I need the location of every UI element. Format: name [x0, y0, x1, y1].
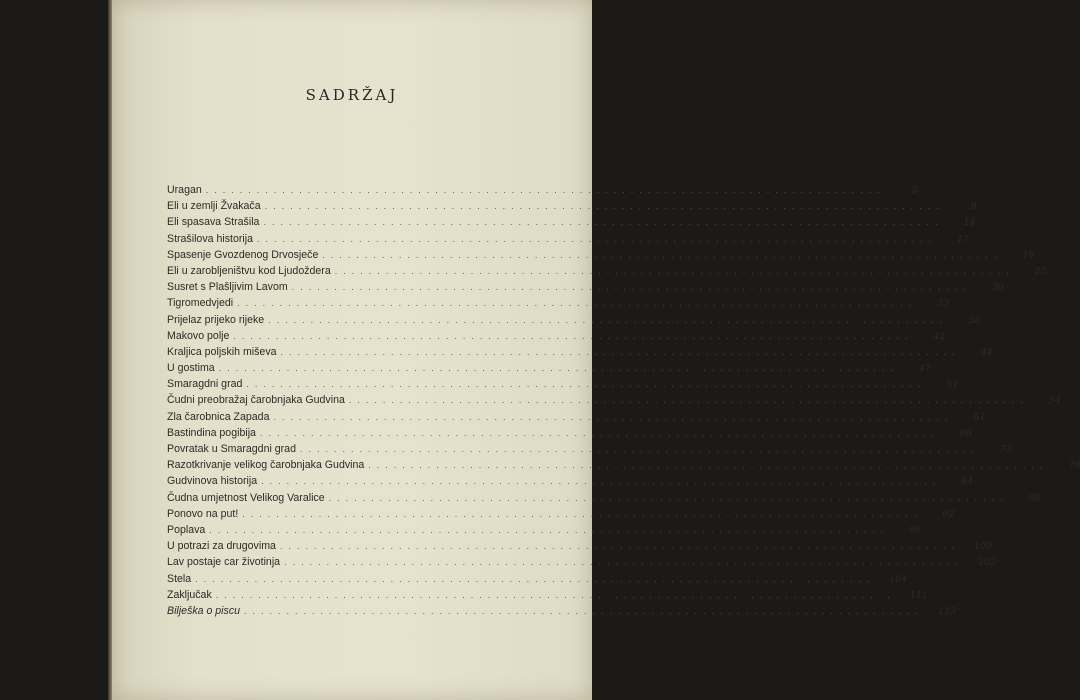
- toc-entry-title: Tigromedvjedi: [167, 297, 234, 310]
- toc-entry-title: Uragan: [167, 184, 202, 196]
- page-title: SADRŽAJ: [305, 86, 399, 104]
- toc-entry-page-number: 38: [968, 314, 981, 326]
- toc-entry: [167, 475, 974, 491]
- toc-entry-page-number: 102: [977, 557, 997, 569]
- toc-entry: [167, 588, 928, 605]
- toc-entry: [167, 184, 918, 200]
- toc-leader-dots: ................................................................................: [218, 363, 899, 374]
- toc-entry: [167, 248, 1035, 265]
- toc-leader-dots: ................................................................................: [256, 233, 938, 244]
- toc-entry: [167, 362, 931, 378]
- toc-leader-dots: ................................................................................: [263, 217, 944, 228]
- toc-leader-dots: ................................................................................: [259, 427, 940, 438]
- toc-leader-dots: ................................................................................: [237, 298, 918, 309]
- toc-entry: [167, 443, 1013, 459]
- toc-entry: [167, 426, 972, 443]
- toc-entry-title: Eli u zarobljeništvu kod Ljudoždera: [167, 264, 331, 277]
- toc-entry-page-number: 61: [973, 411, 986, 423]
- toc-entry: [167, 507, 955, 524]
- table-of-contents: [167, 184, 1080, 621]
- toc-leader-dots: ................................................................................: [209, 524, 890, 535]
- toc-entry-page-number: 44: [980, 346, 993, 358]
- toc-leader-dots: ................................................................................: [280, 346, 961, 357]
- toc-entry: [167, 491, 1041, 508]
- toc-entry-title: Ponovo na put!: [167, 507, 239, 520]
- toc-entry: [167, 410, 986, 427]
- toc-entry-title: Zaključak: [167, 588, 212, 601]
- toc-entry-title: Kraljica poljskih miševa: [167, 345, 277, 358]
- toc-entry-title: Povratak u Smaragdni grad: [167, 443, 296, 455]
- toc-leader-dots: ................................................................................: [195, 573, 876, 584]
- toc-entry-page-number: 14: [963, 217, 976, 229]
- toc-entry-title: Stela: [167, 572, 192, 585]
- toc-leader-dots: ................................................................................: [261, 476, 942, 487]
- toc-leader-dots: ................................................................................: [328, 492, 1009, 503]
- toc-entry-title: Prijelaz prijeko rijeke: [167, 313, 265, 326]
- toc-entry-page-number: 79: [1068, 460, 1080, 472]
- toc-entry-title: Spasenje Gvozdenog Drvosječe: [167, 248, 319, 261]
- toc-leader-dots: ................................................................................: [291, 282, 972, 293]
- toc-entry: [167, 232, 970, 249]
- toc-entry-page-number: 25: [1034, 265, 1047, 277]
- toc-entry-page-number: 113: [937, 605, 957, 617]
- toc-leader-dots: ................................................................................: [273, 411, 954, 422]
- toc-entry: [167, 281, 1004, 297]
- toc-leader-dots: ................................................................................: [244, 605, 925, 616]
- toc-entry: [167, 459, 1080, 475]
- toc-entry: [167, 394, 1061, 410]
- toc-entry-title: U gostima: [167, 362, 215, 375]
- toc-entry: [167, 200, 977, 216]
- toc-entry-page-number: 8: [970, 201, 977, 213]
- toc-entry-page-number: 42: [933, 330, 946, 342]
- toc-entry-title: Zla čarobnica Zapada: [167, 410, 270, 423]
- toc-entry-title: Eli u zemlji Žvakača: [167, 200, 261, 213]
- toc-entry-page-number: 96: [909, 524, 922, 536]
- toc-leader-dots: ................................................................................: [284, 557, 965, 568]
- toc-entry-page-number: 84: [961, 476, 974, 488]
- toc-entry: [167, 378, 959, 394]
- toc-entry: [167, 313, 981, 330]
- toc-entry: [167, 264, 1047, 281]
- toc-entry: [167, 297, 950, 313]
- toc-leader-dots: ................................................................................: [268, 314, 949, 325]
- toc-entry-title: Bastindina pogibija: [167, 426, 256, 439]
- toc-entry-title: Čudna umjetnost Velikog Varalice: [167, 491, 325, 504]
- toc-entry: [167, 345, 993, 362]
- toc-entry-title: Čudni preobražaj čarobnjaka Gudvina: [167, 394, 345, 407]
- toc-leader-dots: ................................................................................: [322, 249, 1003, 260]
- toc-leader-dots: ................................................................................: [246, 379, 927, 390]
- toc-leader-dots: ................................................................................: [299, 444, 981, 454]
- toc-entry-title: Makovo polje: [167, 329, 230, 342]
- toc-entry-title: Lav postaje car životinja: [167, 556, 281, 569]
- toc-entry: [167, 556, 997, 572]
- toc-leader-dots: ................................................................................: [264, 201, 945, 212]
- toc-entry-title: Smaragdni grad: [167, 378, 243, 391]
- toc-entry-page-number: 5: [911, 185, 918, 196]
- toc-entry-page-number: 66: [959, 427, 972, 439]
- toc-entry-page-number: 47: [918, 363, 931, 375]
- toc-entry-title: Gudvinova historija: [167, 475, 258, 488]
- toc-entry: [167, 329, 946, 346]
- toc-entry-title: Susret s Plašljivim Lavom: [167, 281, 288, 294]
- toc-leader-dots: ................................................................................: [348, 395, 1029, 406]
- book-page: [112, 0, 1080, 700]
- toc-entry-title: Poplava: [167, 523, 206, 536]
- toc-entry-page-number: 111: [909, 589, 928, 601]
- toc-entry: [167, 604, 957, 621]
- toc-entry-page-number: 92: [942, 508, 955, 520]
- toc-leader-dots: ................................................................................: [368, 460, 1049, 471]
- toc-entry-page-number: 100: [973, 541, 992, 553]
- toc-leader-dots: ................................................................................: [215, 589, 896, 600]
- toc-entry-page-number: 88: [1028, 492, 1041, 504]
- toc-leader-dots: ................................................................................: [233, 330, 914, 341]
- toc-entry: [167, 572, 908, 589]
- toc-entry-page-number: 51: [946, 379, 959, 391]
- toc-entry-page-number: 54: [1048, 395, 1061, 407]
- toc-leader-dots: ................................................................................: [279, 541, 960, 552]
- toc-entry: [167, 523, 922, 540]
- toc-entry: [167, 216, 976, 232]
- toc-entry-page-number: 33: [937, 298, 950, 310]
- toc-entry-title: Razotkrivanje velikog čarobnjaka Gudvina: [167, 459, 365, 472]
- toc-entry-page-number: 30: [991, 282, 1004, 294]
- toc-leader-dots: ................................................................................: [242, 508, 923, 519]
- toc-entry-title: U potrazi za drugovima: [167, 540, 276, 553]
- toc-entry-title: Eli spasava Strašila: [167, 216, 260, 229]
- toc-entry: [167, 540, 992, 556]
- toc-leader-dots: ................................................................................: [334, 265, 1015, 276]
- toc-entry-page-number: 17: [956, 233, 970, 245]
- toc-entry-title: Bilješka o piscu: [167, 604, 241, 617]
- toc-entry-title: Strašilova historija: [167, 232, 253, 245]
- toc-leader-dots: ................................................................................: [205, 185, 886, 195]
- toc-entry-page-number: 19: [1022, 249, 1035, 261]
- toc-entry-page-number: 104: [889, 573, 908, 585]
- toc-entry-page-number: 73: [999, 444, 1013, 455]
